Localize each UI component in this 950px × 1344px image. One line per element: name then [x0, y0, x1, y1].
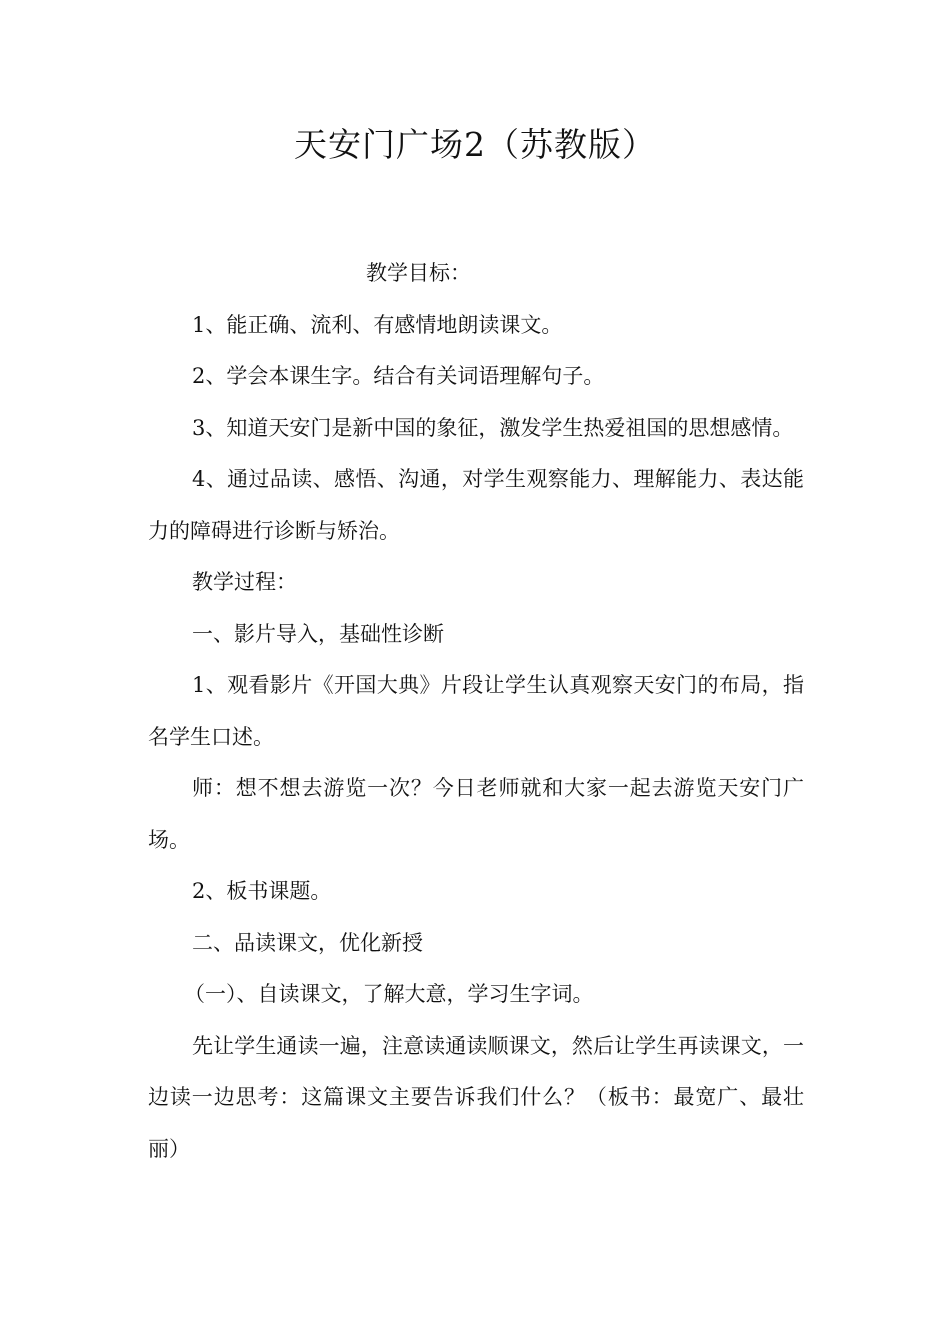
teaching-process-heading: 教学过程： [192, 570, 297, 594]
page-title: 天安门广场2（苏教版） [294, 125, 656, 164]
document-body [148, 248, 804, 1175]
section-heading-2: 二、品读课文，优化新授 [192, 930, 423, 955]
section-heading-1: 一、影片导入，基础性诊断 [192, 621, 444, 646]
process-step-2: 2、板书课题。 [192, 879, 332, 903]
subsection-heading-1: （一）、自读课文，了解大意，学习生字词。 [184, 982, 594, 1006]
goal-item-4: 4、通过品读、感悟、沟通，对学生观察能力、理解能力、表达能力的障碍进行诊断与矫治。 [148, 467, 804, 543]
teacher-line: 师：想不想去游览一次？今日老师就和大家一起去游览天安门广场。 [148, 776, 804, 852]
teaching-goals-heading: 教学目标： [366, 261, 471, 285]
process-step-1: 1、观看影片《开国大典》片段让学生认真观察天安门的布局，指名学生口述。 [148, 673, 804, 749]
goal-item-2: 2、学会本课生字。结合有关词语理解句子。 [192, 364, 605, 388]
reading-instruction: 先让学生通读一遍，注意读通读顺课文，然后让学生再读课文，一边读一边思考：这篇课文主要告诉我们什么？（板书：最宽广、最壮丽） [148, 1033, 804, 1161]
goal-item-1: 1、能正确、流利、有感情地朗读课文。 [192, 312, 563, 337]
goal-item-3: 3、知道天安门是新中国的象征，激发学生热爱祖国的思想感情。 [192, 415, 794, 440]
